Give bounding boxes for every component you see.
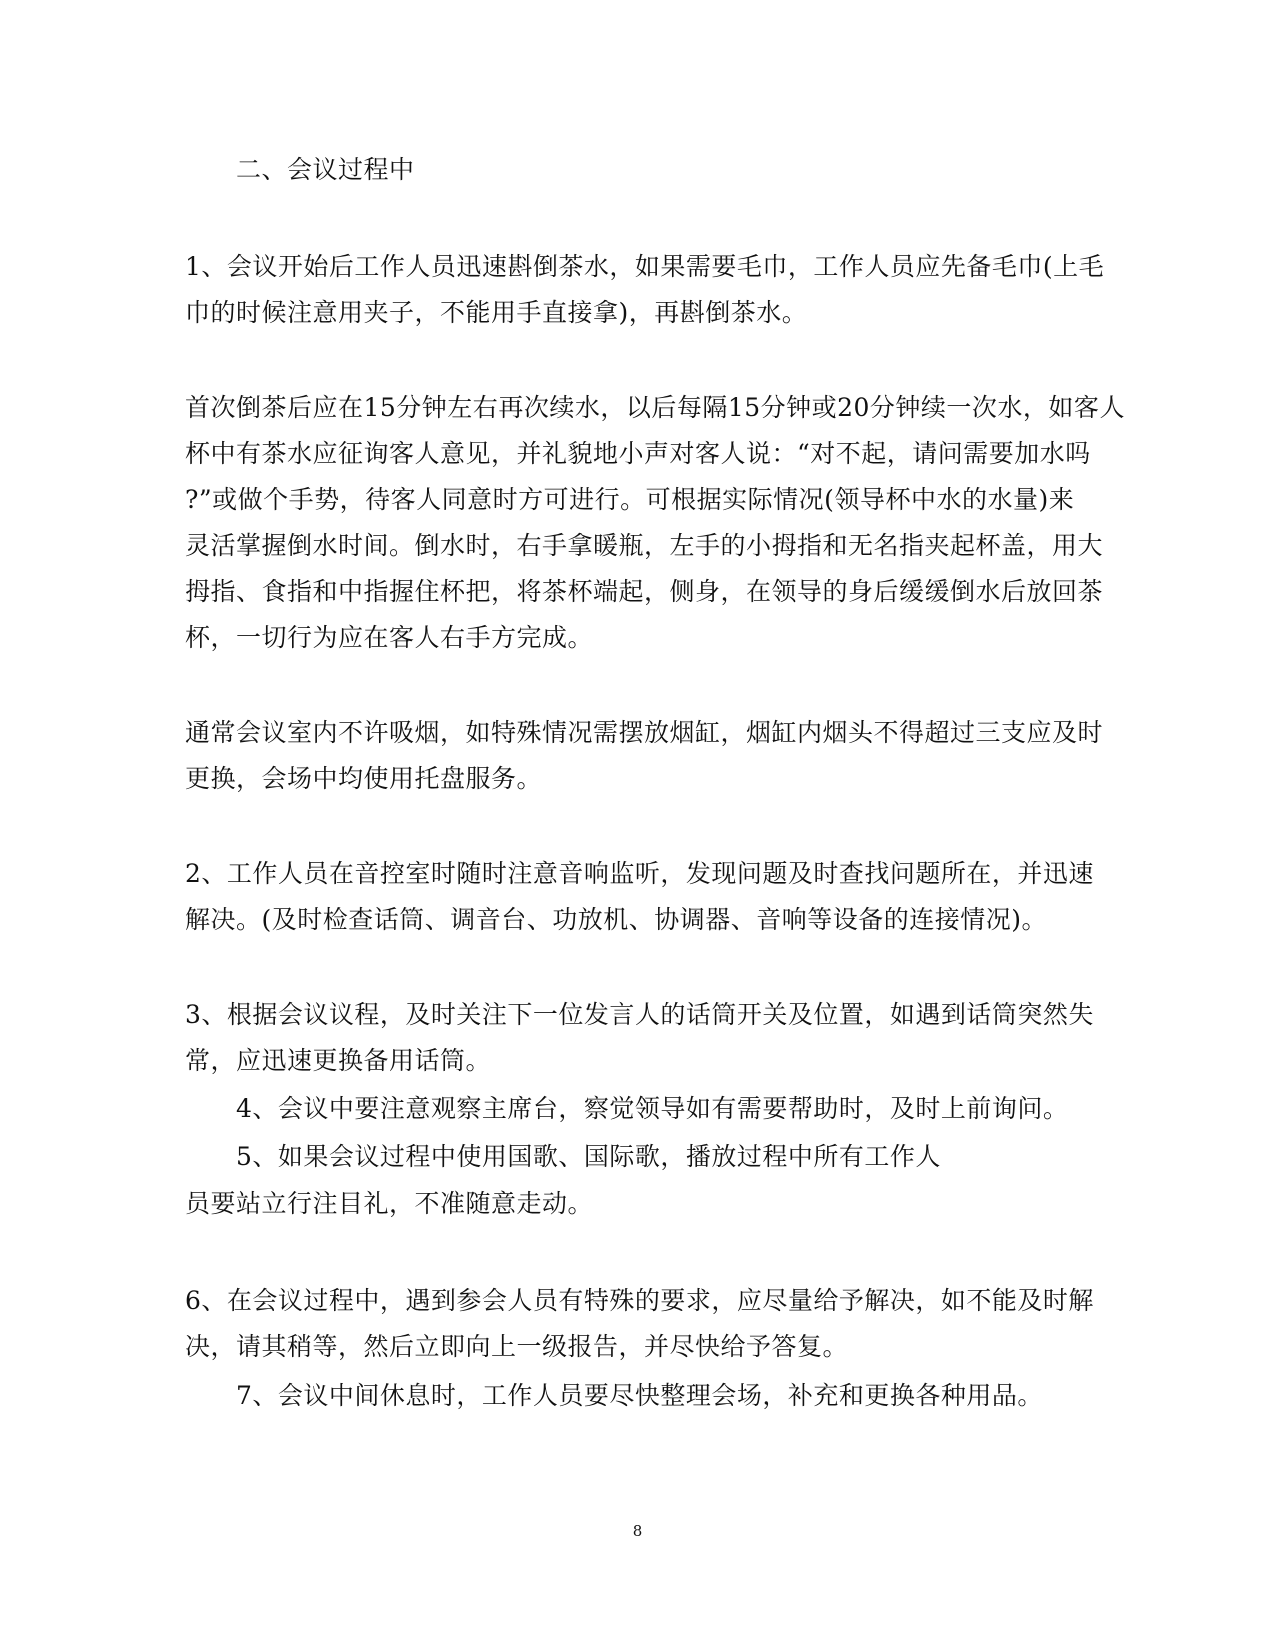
- paragraph-8-line-1: 6、在会议过程中，遇到参会人员有特殊的要求，应尽量给予解决，如不能及时解: [185, 1286, 1094, 1315]
- paragraph-2-line-6: 杯，一切行为应在客人右手方完成。: [185, 623, 594, 652]
- paragraph-8-line-2: 决，请其稍等，然后立即向上一级报告，并尽快给予答复。: [185, 1332, 849, 1361]
- paragraph-6-line-1: 4、会议中要注意观察主席台，察觉领导如有需要帮助时，及时上前询问。: [236, 1094, 1069, 1123]
- paragraph-1-line-1: 1、会议开始后工作人员迅速斟倒茶水，如果需要毛巾，工作人员应先备毛巾(上毛: [185, 252, 1105, 281]
- paragraph-2-line-3: ?”或做个手势，待客人同意时方可进行。可根据实际情况(领导杯中水的水量)来: [185, 485, 1075, 514]
- paragraph-2-line-5: 拇指、食指和中指握住杯把，将茶杯端起，侧身，在领导的身后缓缓倒水后放回茶: [185, 577, 1104, 606]
- paragraph-7-line-1: 5、如果会议过程中使用国歌、国际歌，播放过程中所有工作人: [236, 1142, 941, 1171]
- paragraph-5-line-2: 常，应迅速更换备用话筒。: [185, 1046, 492, 1075]
- page-number: 8: [632, 1522, 643, 1540]
- paragraph-2-line-4: 灵活掌握倒水时间。倒水时，右手拿暖瓶，左手的小拇指和无名指夹起杯盖，用大: [185, 531, 1104, 560]
- paragraph-9-line-1: 7、会议中间休息时，工作人员要尽快整理会场，补充和更换各种用品。: [236, 1381, 1043, 1410]
- paragraph-3-line-1: 通常会议室内不许吸烟，如特殊情况需摆放烟缸，烟缸内烟头不得超过三支应及时: [185, 718, 1104, 747]
- paragraph-2-line-2: 杯中有茶水应征询客人意见，并礼貌地小声对客人说：“对不起，请问需要加水吗: [185, 439, 1091, 468]
- paragraph-4-line-1: 2、工作人员在音控室时随时注意音响监听，发现问题及时查找问题所在，并迅速: [185, 859, 1094, 888]
- paragraph-5-line-1: 3、根据会议议程，及时关注下一位发言人的话筒开关及位置，如遇到话筒突然失: [185, 1000, 1094, 1029]
- paragraph-7-line-2: 员要站立行注目礼，不准随意走动。: [185, 1189, 594, 1218]
- paragraph-2-line-1: 首次倒茶后应在15分钟左右再次续水，以后每隔15分钟或20分钟续一次水，如客人: [185, 393, 1125, 422]
- paragraph-1-line-2: 巾的时候注意用夹子，不能用手直接拿)，再斟倒茶水。: [185, 298, 808, 327]
- paragraph-4-line-2: 解决。(及时检查话筒、调音台、功放机、协调器、音响等设备的连接情况)。: [185, 905, 1048, 934]
- section-heading: 二、会议过程中: [236, 155, 415, 184]
- paragraph-3-line-2: 更换，会场中均使用托盘服务。: [185, 764, 543, 793]
